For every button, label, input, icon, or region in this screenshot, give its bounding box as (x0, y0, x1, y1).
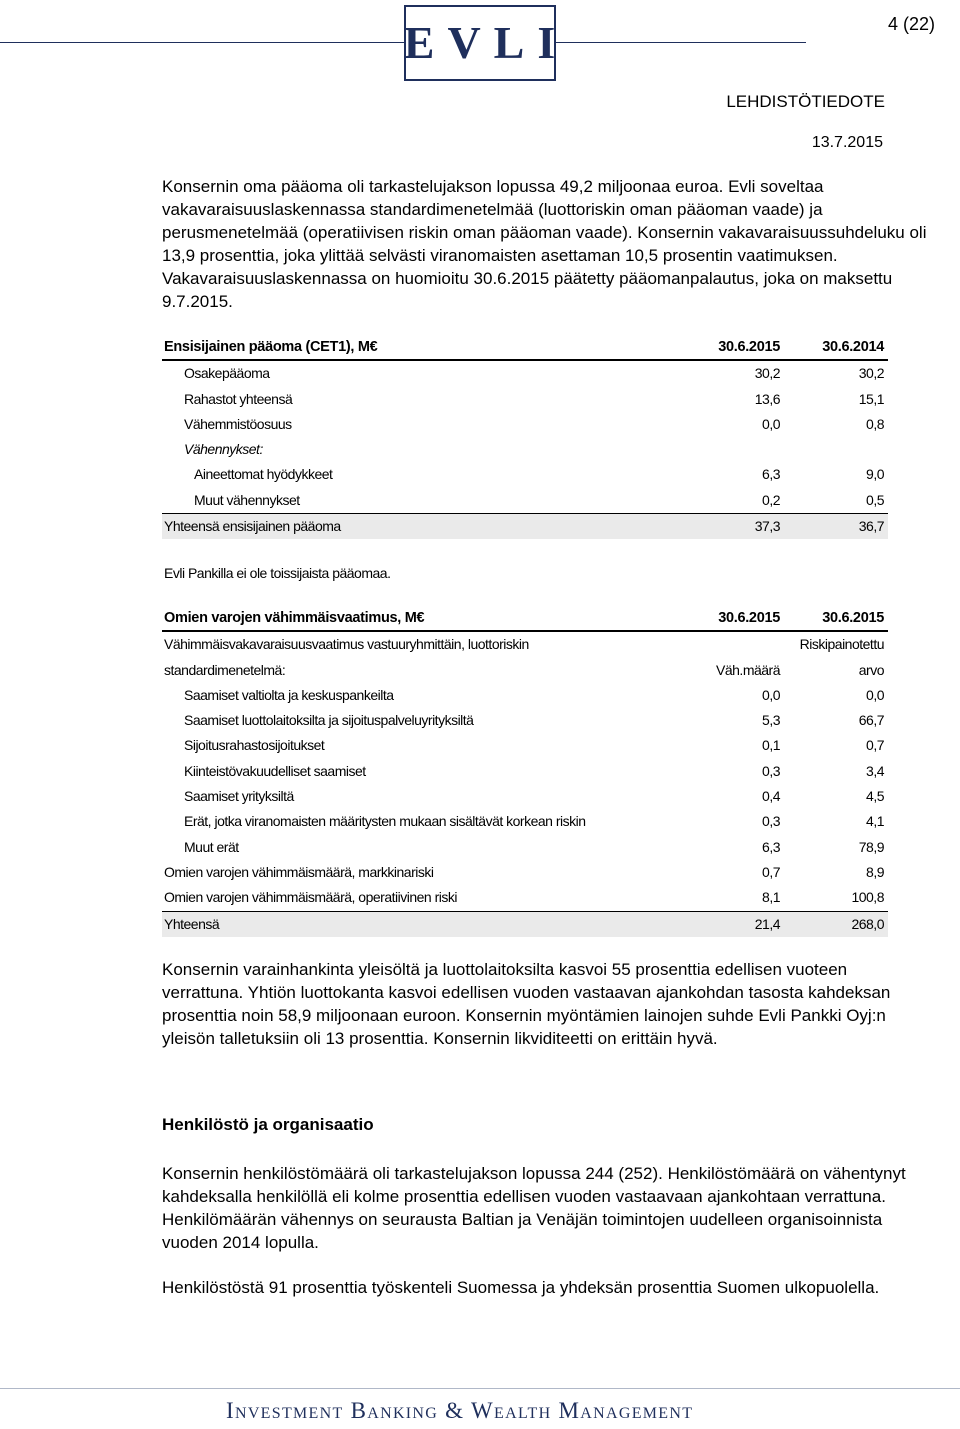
page-number: 4 (22) (887, 14, 935, 34)
row-value: 100,8 (851, 889, 884, 906)
table-row (162, 488, 888, 513)
table-row (162, 683, 888, 708)
table-row (162, 860, 888, 885)
row-label: Muut vähennykset (194, 491, 300, 508)
row-value: 78,9 (858, 838, 884, 855)
row-label: Rahastot yhteensä (184, 390, 293, 407)
row-label: Saamiset luottolaitoksilta ja sijoituspalveluyrityksiltä (184, 712, 474, 729)
table-total-row (162, 911, 888, 937)
subheader-value: Väh.määrä (716, 661, 780, 678)
subheader-value: arvo (858, 661, 884, 678)
row-label: Vähennykset: (184, 441, 263, 458)
row-label: Yhteensä ensisijainen pääoma (164, 518, 341, 535)
table-row (162, 835, 888, 860)
row-value: 66,7 (858, 712, 884, 729)
table-title: Ensisijainen pääoma (CET1), M€ (164, 339, 378, 355)
row-value: 0,2 (762, 491, 780, 508)
table-row (162, 387, 888, 412)
row-value: 0,5 (866, 491, 884, 508)
paragraph-funding: Konsernin varainhankinta yleisöltä ja luottolaitoksilta kasvoi 55 prosenttia edellisen vuoteen verrattuna. Yhtiön luottokanta kasvoi edellisen vuoden vastaavan ajankohdan tasosta kahdeksan prosenttia noin 58,9 miljoonaan euroon. Konsernin myöntämien lainojen suhde Evli Pankki Oyj:n yleisön talletuksiin oli 13 prosenttia. Konsernin likviditeetti on erittäin hyvä. (162, 960, 891, 1048)
table-row (162, 708, 888, 733)
row-value: 15,1 (858, 390, 884, 407)
row-value: 0,0 (762, 686, 780, 703)
row-label: Muut erät (184, 838, 239, 855)
row-label: Omien varojen vähimmäismäärä, markkinariski (164, 863, 434, 880)
table-row (162, 733, 888, 758)
document-date: 13.7.2015 (811, 134, 883, 151)
row-label: Vähemmistöosuus (184, 415, 292, 432)
column-header: 30.6.2015 (822, 610, 884, 626)
row-label: Erät, jotka viranomaisten määritysten mukaan sisältävät korkean riskin (184, 813, 586, 830)
row-label: Aineettomat hyödykkeet (194, 466, 333, 483)
row-value: 0,3 (762, 762, 780, 779)
paragraph-personnel-location: Henkilöstöstä 91 prosenttia työskenteli Suomessa ja yhdeksän prosenttia Suomen ulkopuolella. (162, 1278, 880, 1297)
row-value: 0,8 (866, 415, 884, 432)
row-value: 36,7 (858, 518, 884, 535)
table-header (162, 605, 888, 632)
table-row (162, 361, 888, 386)
row-value: 37,3 (754, 518, 780, 535)
table-row (162, 809, 888, 834)
row-value: 8,1 (762, 889, 780, 906)
logo-text: EVLI (403, 17, 569, 68)
table-row (162, 759, 888, 784)
row-label: Osakepääoma (184, 365, 270, 382)
row-value: 13,6 (754, 390, 780, 407)
document-type: LEHDISTÖTIEDOTE (726, 92, 885, 111)
row-value: 0,7 (866, 737, 884, 754)
column-header: 30.6.2014 (822, 339, 884, 355)
header-rule-right (556, 42, 806, 43)
row-value: 30,2 (754, 365, 780, 382)
table-subheader-row (162, 658, 888, 683)
row-label: Sijoitusrahastosijoitukset (184, 737, 325, 754)
footer-rule (0, 1388, 960, 1389)
section-heading-personnel: Henkilöstö ja organisaatio (162, 1115, 374, 1134)
row-value: 6,3 (762, 466, 780, 483)
subheader-value: Riskipainotettu (799, 636, 884, 653)
row-value: 0,3 (762, 813, 780, 830)
row-label: Saamiset yrityksiltä (184, 788, 294, 805)
footer-tagline: Investment Banking & Wealth Management (226, 1398, 694, 1423)
row-value: 5,3 (762, 712, 780, 729)
table-subheader-row (162, 632, 888, 657)
table-row (162, 885, 888, 910)
row-value: 268,0 (851, 915, 884, 932)
row-value: 0,4 (762, 788, 780, 805)
table-row (162, 462, 888, 487)
row-value: 9,0 (866, 466, 884, 483)
evli-logo (403, 5, 569, 81)
row-label: Yhteensä (164, 915, 220, 932)
row-value: 0,7 (762, 863, 780, 880)
row-value: 8,9 (866, 863, 884, 880)
subheader-label: Vähimmäisvakavaraisuusvaatimus vastuuryhmittäin, luottoriskin (164, 636, 529, 653)
row-value: 0,0 (762, 415, 780, 432)
row-label: Saamiset valtiolta ja keskuspankeilta (184, 686, 394, 703)
paragraph-equity: Konsernin oma pääoma oli tarkastelujakson lopussa 49,2 miljoonaa euroa. Evli soveltaa vakavaraisuuslaskennassa standardimenetelmää (luottoriskin oman pääoman vaade) ja perusmenetelmää (operatiivisen riskin oman pääoman vaade). Konsernin vakavaraisuussuhdeluku oli 13,9 prosenttia, joka ylittää selvästi viranomaisten asettaman 10,5 prosentin vaatimuksen. Vakavaraisuuslaskennassa on huomioitu 30.6.2015 päätetty pääomanpalautus, joka on maksettu 9.7.2015. (162, 177, 927, 311)
row-value: 21,4 (754, 915, 780, 932)
row-value: 6,3 (762, 838, 780, 855)
header-rule-left (0, 42, 404, 43)
column-header: 30.6.2015 (718, 339, 780, 355)
row-value: 4,1 (866, 813, 884, 830)
row-value: 0,1 (762, 737, 780, 754)
row-label: Kiinteistövakuudelliset saamiset (184, 762, 366, 779)
table-total-row (162, 513, 888, 539)
table-row (162, 437, 888, 462)
row-value: 3,4 (866, 762, 884, 779)
row-label: Omien varojen vähimmäismäärä, operatiivinen riski (164, 889, 457, 906)
row-value: 0,0 (866, 686, 884, 703)
row-value: 4,5 (866, 788, 884, 805)
capital-requirements-table (162, 605, 888, 937)
table-header (162, 334, 888, 361)
table-row (162, 412, 888, 437)
paragraph-personnel: Konsernin henkilöstömäärä oli tarkastelujakson lopussa 244 (252). Henkilöstömäärä on vähentynyt kahdeksalla henkilöllä eli kolme prosenttia edellisen vuoden vastaavaan ajankohtaan verrattuna. Henkilömäärän vähennys on seurausta Baltian ja Venäjän toimintojen uudelleen organisoinnista vuoden 2014 lopulla. (162, 1164, 906, 1252)
cet1-table (162, 334, 888, 539)
table-note: Evli Pankilla ei ole toissijaista pääomaa. (164, 565, 391, 581)
table-title: Omien varojen vähimmäisvaatimus, M€ (164, 610, 425, 626)
table-row (162, 784, 888, 809)
row-value: 30,2 (858, 365, 884, 382)
column-header: 30.6.2015 (718, 610, 780, 626)
subheader-label: standardimenetelmä: (164, 661, 286, 678)
